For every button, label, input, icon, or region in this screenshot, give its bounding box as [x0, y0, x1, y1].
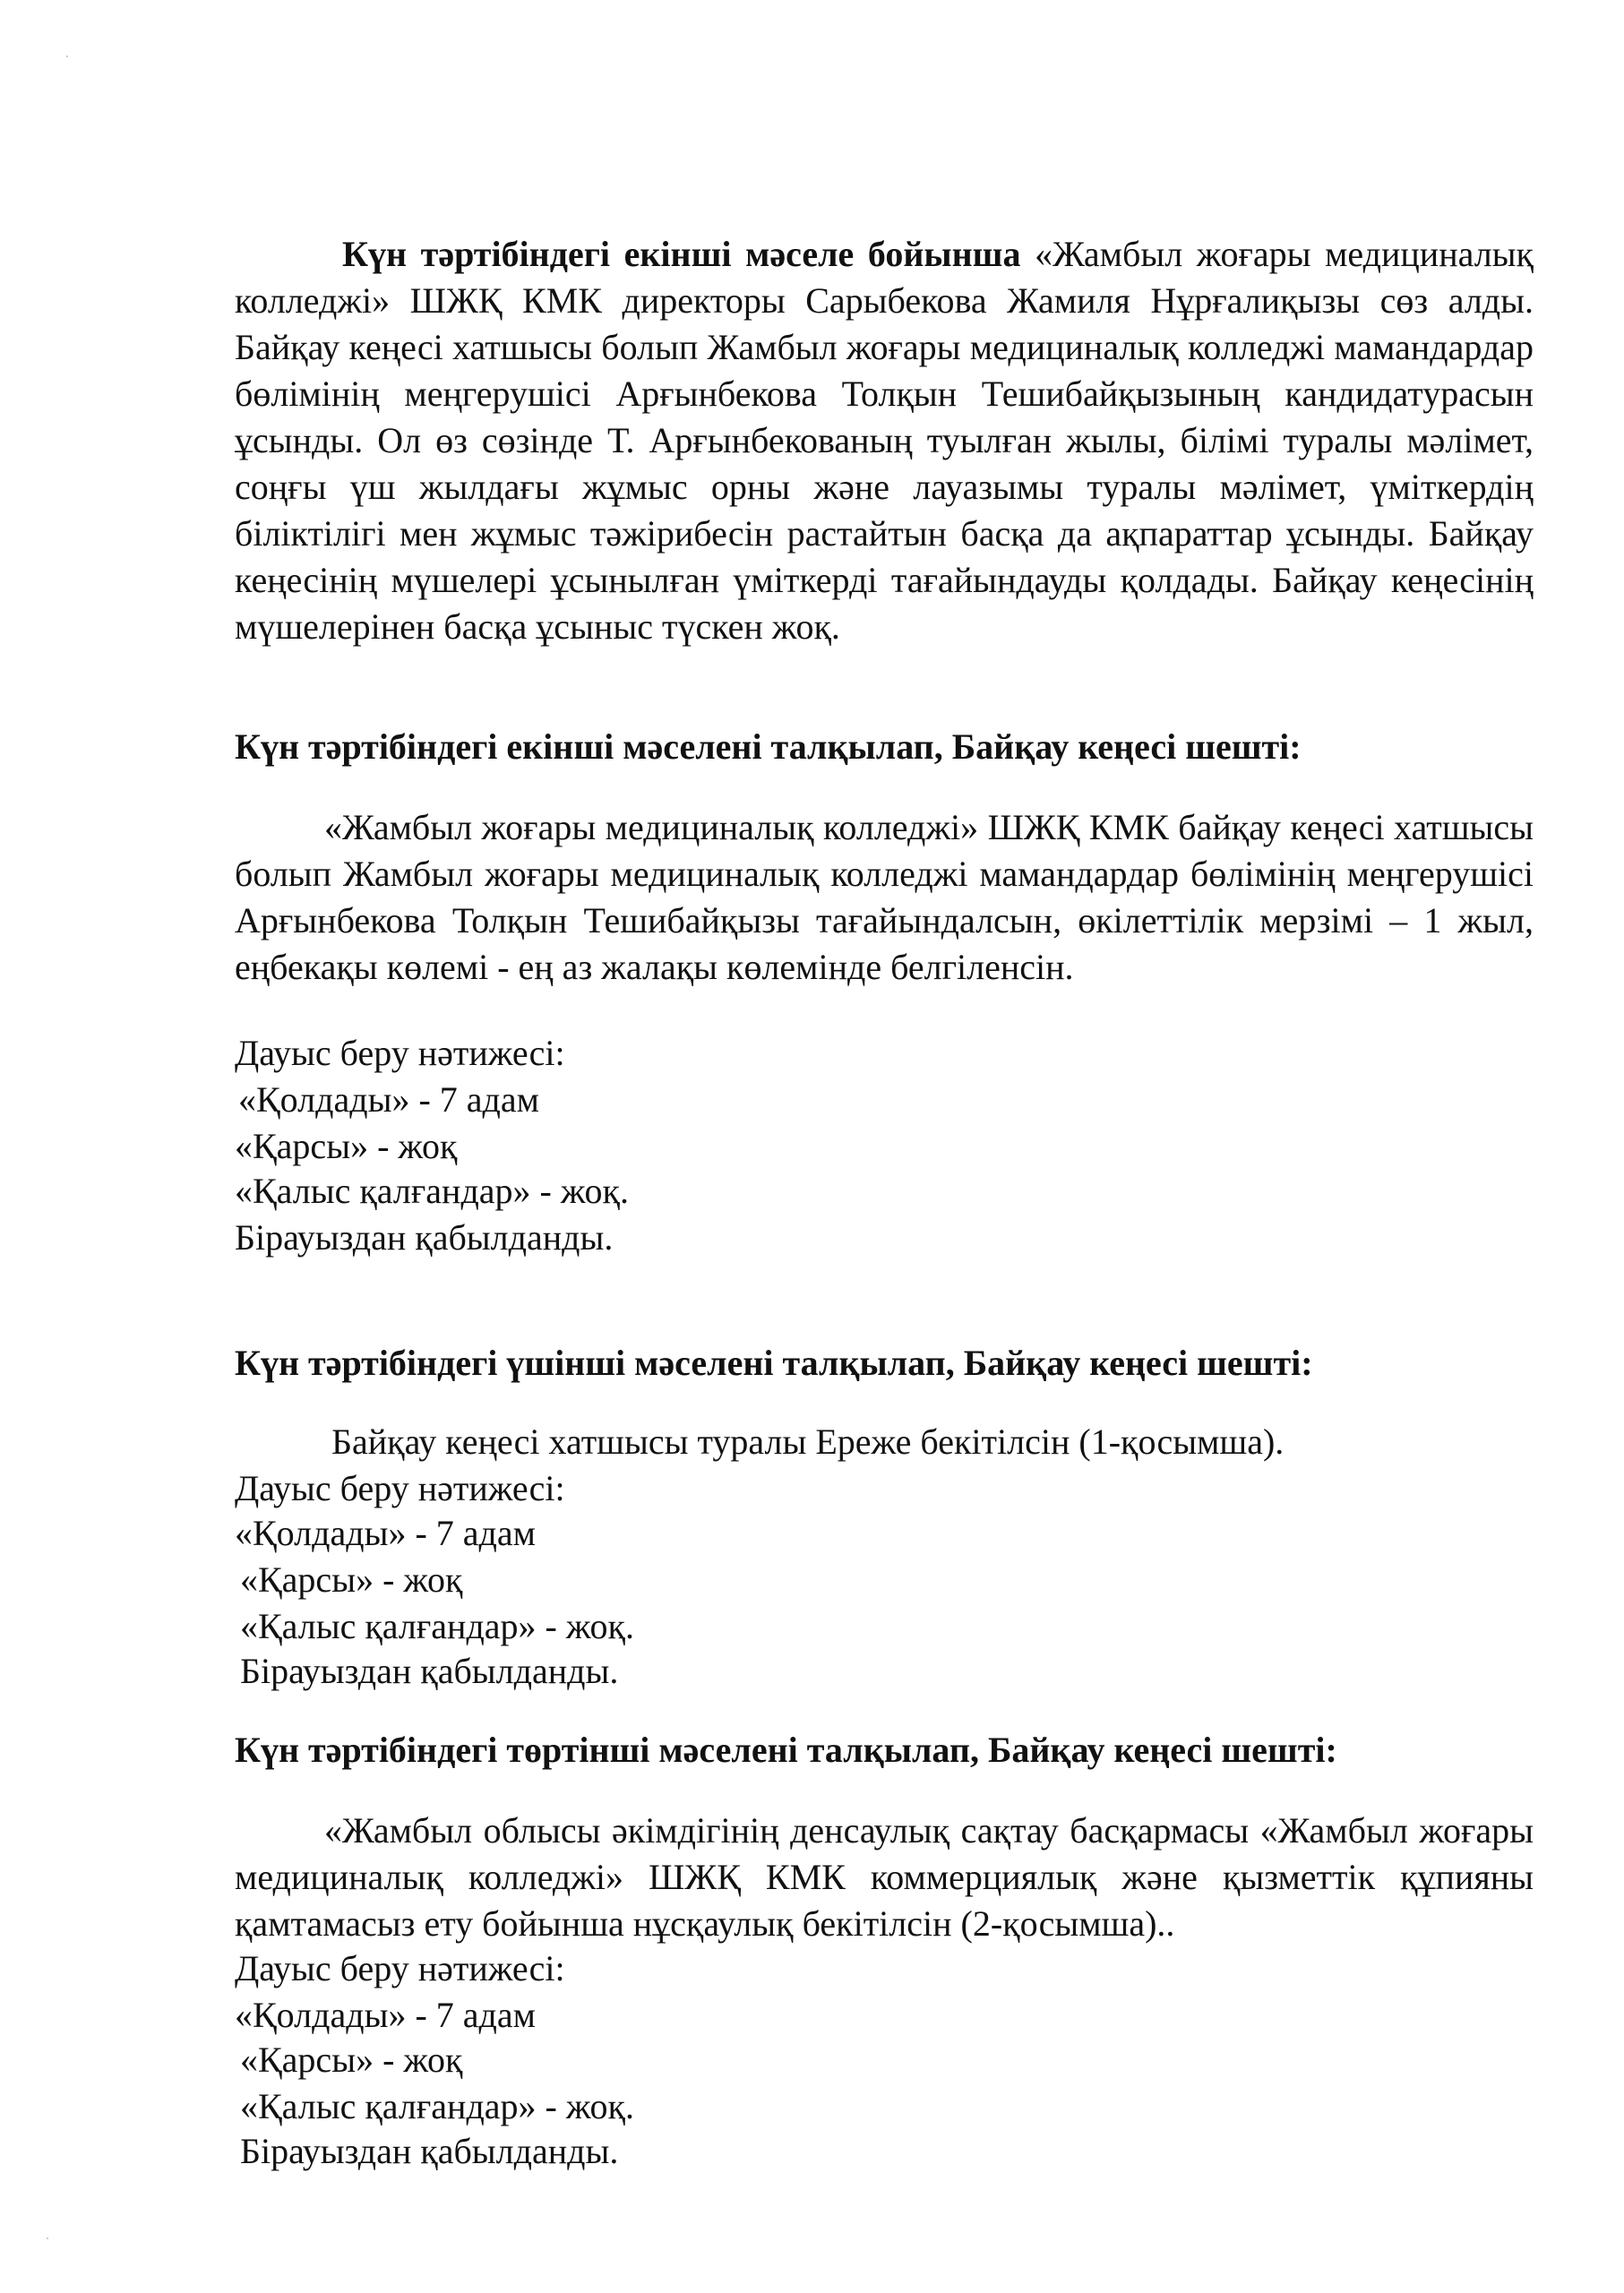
- section4-decision-heading: Күн тәртібіндегі төртінші мәселені талқылап, Байқау кеңесі шешті:: [235, 1730, 1337, 1770]
- section2-paragraph: [235, 231, 1534, 650]
- section2-decision-heading: Күн тәртібіндегі екінші мәселені талқылап, Байқау кеңесі шешті:: [235, 726, 1302, 767]
- scan-speck: [47, 2237, 48, 2239]
- section2-vote-title: Дауыс беру нәтижесі:: [235, 1033, 565, 1073]
- section2-heading-lead: Күн тәртібіндегі екінші мәселе бойынша: [342, 234, 1021, 274]
- section4-decision-text: «Жамбыл облысы әкімдігінің денсаулық сақтау басқармасы «Жамбыл жоғары медициналық колледжі» ШЖҚ КМК коммерциялық және қызметтік құпияны қамтамасыз ету бойынша нұсқаулық бекітілсін (2-қосымша)..: [235, 1810, 1534, 1944]
- section3-vote-against: «Қарсы» - жоқ: [240, 1559, 463, 1600]
- section2-vote-for: «Қолдады» - 7 адам: [238, 1079, 539, 1120]
- section4-vote-for: «Қолдады» - 7 адам: [235, 1995, 536, 2035]
- section3-decision-heading: Күн тәртібіндегі үшінші мәселені талқылап, Байқау кеңесі шешті:: [235, 1343, 1313, 1383]
- section2-vote-abstain: «Қалыс қалғандар» - жоқ.: [235, 1171, 629, 1211]
- section3-decision-text: Байқау кеңесі хатшысы туралы Ереже бекітілсін (1-қосымша).: [331, 1421, 1285, 1462]
- section2-decision-text: «Жамбыл жоғары медициналық колледжі» ШЖҚ КМК байқау кеңесі хатшысы болып Жамбыл жоғары медициналық колледжі мамандардар бөлімінің меңгерушісі Арғынбекова Толқын Тешибайқызы тағайындалсын, өкілеттілік мерзімі – 1 жыл, еңбекақы көлемі - ең аз жалақы көлемінде белгіленсін.: [235, 807, 1534, 987]
- section4-result: Бірауыздан қабылданды.: [240, 2131, 619, 2171]
- section2-paragraph-text: «Жамбыл жоғары медициналық колледжі» ШЖҚ КМК директоры Сарыбекова Жамиля Нұрғалиқызы сөз алды. Байқау кеңесі хатшысы болып Жамбыл жоғары медициналық колледжі мамандардар бөлімінің меңгерушісі Арғынбекова Толқын Тешибайқызының кандидатурасын ұсынды. Ол өз сөзінде Т. Арғынбекованың туылған жылы, білімі туралы мәлімет, соңғы үш жылдағы жұмыс орны және лауазымы туралы мәлімет, үміткердің біліктілігі мен жұмыс тәжірибесін растайтын басқа да ақпараттар ұсынды. Байқау кеңесінің мүшелері ұсынылған үміткерді тағайындауды қолдады. Байқау кеңесінің мүшелерінен басқа ұсыныс түскен жоқ.: [235, 234, 1534, 647]
- section4-vote-abstain: «Қалыс қалғандар» - жоқ.: [240, 2086, 634, 2126]
- scan-speck: [66, 56, 68, 57]
- section3-result: Бірауыздан қабылданды.: [240, 1651, 619, 1691]
- section3-vote-title: Дауыс беру нәтижесі:: [235, 1468, 565, 1508]
- section4-vote-against: «Қарсы» - жоқ: [240, 2040, 463, 2080]
- section2-result: Бірауыздан қабылданды.: [235, 1217, 614, 1258]
- section2-vote-against: «Қарсы» - жоқ: [235, 1126, 458, 1166]
- section3-vote-abstain: «Қалыс қалғандар» - жоқ.: [240, 1606, 634, 1646]
- section4-vote-title: Дауыс беру нәтижесі:: [235, 1948, 565, 1988]
- section3-vote-for: «Қолдады» - 7 адам: [235, 1513, 536, 1553]
